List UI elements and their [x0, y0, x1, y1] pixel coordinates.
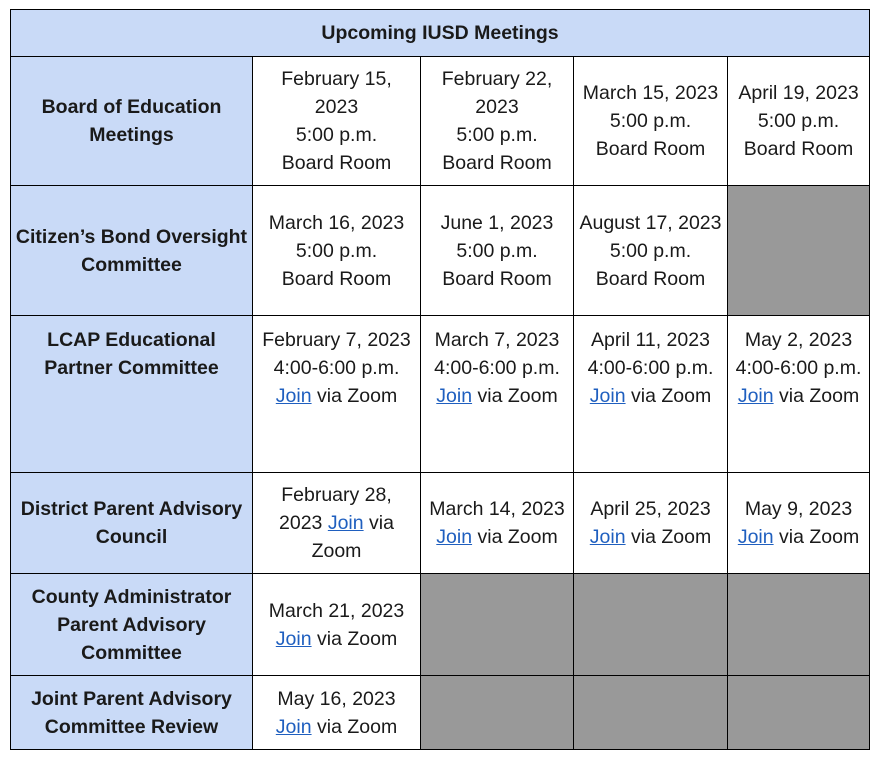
- meeting-cell: [253, 57, 421, 186]
- meeting-location: Board Room: [595, 138, 706, 160]
- meeting-time: 5:00 p.m.: [456, 124, 538, 146]
- zoom-label: via Zoom: [477, 385, 558, 407]
- meeting-time: 5:00 p.m.: [295, 124, 378, 146]
- zoom-label: via Zoom: [631, 385, 712, 407]
- join-zoom-link[interactable]: Join: [327, 512, 364, 534]
- meeting-cell: [421, 186, 574, 316]
- meeting-cell: [728, 57, 870, 186]
- meeting-time: 5:00 p.m.: [456, 239, 538, 262]
- meeting-cell: [574, 57, 728, 186]
- meeting-cell: [253, 316, 421, 473]
- meeting-date: February 28, 2023: [279, 484, 392, 534]
- meeting-time: 4:00-6:00 p.m.: [434, 357, 560, 379]
- meeting-cell: [728, 473, 870, 574]
- meeting-date: March 14, 2023: [429, 498, 565, 520]
- meeting-time: 5:00 p.m.: [609, 110, 692, 132]
- table-title: Upcoming IUSD Meetings: [11, 10, 870, 57]
- meeting-cell: [253, 186, 421, 316]
- meeting-location: Board Room: [442, 267, 552, 290]
- meeting-time: 4:00-6:00 p.m.: [735, 357, 862, 379]
- meeting-cell: [421, 57, 574, 186]
- meeting-cell: [574, 473, 728, 574]
- join-zoom-link[interactable]: Join: [436, 526, 473, 548]
- meeting-location: Board Room: [281, 267, 392, 290]
- meeting-date: April 25, 2023: [590, 498, 711, 520]
- meeting-time: 5:00 p.m.: [609, 239, 692, 262]
- meeting-date: February 15, 2023: [281, 68, 392, 118]
- join-zoom-link[interactable]: Join: [275, 627, 312, 650]
- table-row: [11, 473, 870, 574]
- meetings-table: [10, 9, 870, 750]
- table-row: [11, 316, 870, 473]
- meeting-date: March 15, 2023: [582, 82, 719, 104]
- join-zoom-link[interactable]: Join: [589, 526, 626, 548]
- meeting-time: 4:00-6:00 p.m.: [587, 357, 714, 379]
- empty-cell: [421, 676, 574, 750]
- row-label-bond-oversight: Citizen’s Bond Oversight Committee: [11, 186, 253, 316]
- join-zoom-link[interactable]: Join: [589, 385, 626, 407]
- meeting-location: Board Room: [281, 152, 392, 174]
- row-label-board-of-education: Board of Education Meetings: [11, 57, 253, 186]
- meeting-date: March 16, 2023: [268, 211, 405, 234]
- meeting-cell: [421, 316, 574, 473]
- empty-cell: [421, 574, 574, 676]
- join-zoom-link[interactable]: Join: [436, 385, 473, 407]
- zoom-label: via Zoom: [477, 526, 558, 548]
- empty-cell: [728, 676, 870, 750]
- meeting-cell: [253, 676, 421, 750]
- meeting-location: Board Room: [595, 267, 706, 290]
- row-label-county-administrator: County Administrator Parent Advisory Committee: [11, 574, 253, 676]
- row-label-district-parent-advisory: District Parent Advisory Council: [11, 473, 253, 574]
- meeting-cell: [421, 473, 574, 574]
- table-row: [11, 186, 870, 316]
- meeting-date: March 21, 2023: [268, 599, 405, 622]
- table-row: [11, 57, 870, 186]
- empty-cell: [574, 676, 728, 750]
- zoom-label: via Zoom: [779, 385, 860, 407]
- zoom-label: via Zoom: [779, 526, 860, 548]
- zoom-label: via Zoom: [317, 715, 398, 738]
- meeting-date: February 7, 2023: [262, 329, 411, 351]
- meeting-date: June 1, 2023: [440, 211, 554, 234]
- meeting-date: May 2, 2023: [744, 329, 853, 351]
- zoom-label: via Zoom: [311, 512, 394, 562]
- meeting-date: February 22, 2023: [441, 68, 553, 118]
- meeting-time: 4:00-6:00 p.m.: [273, 357, 400, 379]
- table-row: [11, 574, 870, 676]
- meeting-date: May 16, 2023: [277, 687, 396, 710]
- meeting-date: May 9, 2023: [744, 498, 853, 520]
- zoom-label: via Zoom: [631, 526, 712, 548]
- row-label-lcap: LCAP Educational Partner Committee: [11, 316, 253, 473]
- join-zoom-link[interactable]: Join: [275, 715, 312, 738]
- meeting-cell: [574, 186, 728, 316]
- meeting-cell: [574, 316, 728, 473]
- join-zoom-link[interactable]: Join: [737, 526, 774, 548]
- meeting-date: August 17, 2023: [579, 211, 722, 234]
- meeting-cell: [253, 473, 421, 574]
- join-zoom-link[interactable]: Join: [737, 385, 774, 407]
- meeting-location: Board Room: [743, 138, 854, 160]
- meeting-cell: [728, 316, 870, 473]
- meeting-location: Board Room: [442, 152, 552, 174]
- meeting-date: April 19, 2023: [738, 82, 859, 104]
- meeting-date: March 7, 2023: [434, 329, 560, 351]
- meeting-cell: [253, 574, 421, 676]
- meeting-time: 5:00 p.m.: [757, 110, 840, 132]
- empty-cell: [574, 574, 728, 676]
- empty-cell: [728, 186, 870, 316]
- zoom-label: via Zoom: [317, 385, 398, 407]
- empty-cell: [728, 574, 870, 676]
- meeting-time: 5:00 p.m.: [295, 239, 378, 262]
- table-row: [11, 676, 870, 750]
- meeting-date: April 11, 2023: [591, 329, 710, 351]
- join-zoom-link[interactable]: Join: [275, 385, 312, 407]
- row-label-joint-parent-advisory: Joint Parent Advisory Committee Review: [11, 676, 253, 750]
- zoom-label: via Zoom: [317, 627, 398, 650]
